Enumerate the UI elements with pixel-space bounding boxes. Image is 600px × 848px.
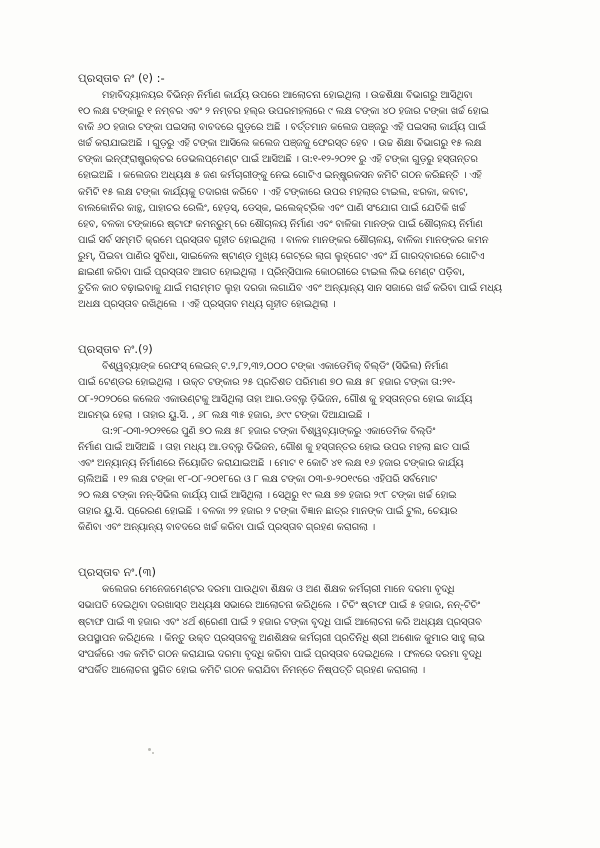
paragraph-line: ୨୦ ଲକ୍ଷ ଟଙ୍କା ନନ୍-ସିଭିଲ କାର୍ଯ୍ୟ ପାଇଁ ଆସିଥିଲା । ସେଥିରୁ ୧୯ ଲକ୍ଷ ୭୭ ହଜାର ୨୯୮ ଟଙ୍କା ଖର୍ଚ୍ଚ ହୋଇ: [78, 490, 457, 502]
paragraph-line: ସଂପର୍କିତ ଆଲୋଚନା ସ୍ଥଗିତ ହୋଇ କମିଟି ଗଠନ କରାଯିବା ନିମନ୍ତେ ନିଷ୍ପତ୍ତି ଗ୍ରହଣ କରାଗଲା ।: [78, 664, 426, 676]
paragraph-line: ହୋଇଅଛି । କଲେଜର ଅଧ୍ୟକ୍ଷ ୫ ଜଣ କର୍ମଚାରୀଙ୍କୁ ନେଇ ଗୋଟିଏ ଇନ୍‌ଷ୍ଟ୍ରକସନ କମିଟି ଗଠନ କରିଛନ୍ତି । ଏହି: [78, 170, 482, 182]
paragraph-line: ସଂପର୍କରେ ଏକ କମିଟି ଗଠନ କରାଯାଇ ଦରମା ବୃଦ୍ଧି କରିବା ପାଇଁ ପ୍ରସ୍ତାବ ଦେଇଥିଲେ । ଫଳରେ ଦରମା ବୃଦ୍ଧି: [78, 648, 482, 660]
scan-speck: [148, 748, 151, 751]
paragraph-line: ଖର୍ଚ୍ଚ କରାଯାଇଅଛି । ଗୁଡ଼ରୁ ଏହି ଟଙ୍କା ଆସିଲେ କଲେଜ ପଞ୍ଜକୁ ଫେରସ୍ତ ହେବ । ଉଚ୍ଚ ଶିକ୍ଷା ବିଭାଗରୁ ୧୫ ଲକ୍ଷ: [78, 138, 482, 150]
paragraph-line: ଛାଇଣୀ କରିବା ପାଇଁ ପ୍ରସ୍ତାବ ଆଗତ ହୋଇଥିଲା । ପ୍ରିନ୍‌ସିପାଲ କୋଠରୀରେ ଟାଇଲ ଲିଭ ମେଣ୍ଟ ପଡ଼ିବା,: [78, 267, 465, 279]
paragraph-line: ୧୦ ଲକ୍ଷ ଟଙ୍କାରୁ ୧ ନମ୍ବର ଏବଂ ୨ ନମ୍ବର ହଲ୍‌ର ଉପରମହଲାରେ ୯ ଲକ୍ଷ ଟଙ୍କା ୪୦ ହଜାର ଟଙ୍କା ଖର୍ଚ୍ଚ ହୋଇ: [78, 106, 489, 118]
paragraph-line: ତାହାର ୟୁ.ସି. ପ୍ରେରଣ ହୋଇଛି । ବଳକା ୨୨ ହଜାର ୨ ଟଙ୍କା ବିଜ୍ଞାନ ଛାତ୍ର ମାନଙ୍କ ପାଇଁ ଟୁଲ, ଚେୟାର: [78, 506, 458, 518]
document-body: [78, 70, 534, 707]
resolution-heading: ପ୍ରସ୍ତାବ ନଂ.(୩): [78, 565, 157, 580]
paragraph-line: ଉପସ୍ଥାପନ କରିଥିଲେ । କିନ୍ତୁ ଉକ୍ତ ପ୍ରସ୍ତାବକୁ ଅଣଶିକ୍ଷକ କର୍ମଚାରୀ ପ୍ରତିନିଧି ଶ୍ରୀ ଅଶୋକ କୁମାର ସାହୁ ଲାଭ: [78, 632, 485, 644]
resolution-section: [78, 70, 534, 313]
paragraph-line: ବାଲକୋନିର କାନ୍ଥ, ପାହାଚର ରେଲିଂ, ହେଡ଼ସ୍, ଡେସ୍କ, ଇଲେକ୍‌ଟ୍ରିକ ଏବଂ ପାଣି ସଂଯୋଗ ପାଇଁ ଯେତିକି ଖର୍ଚ୍ଚ: [78, 202, 466, 214]
resolution-heading: ପ୍ରସ୍ତାବ ନଂ (୧) :-: [78, 71, 165, 85]
resolution-heading: ପ୍ରସ୍ତାବ ନଂ.(୨): [78, 342, 153, 357]
paragraph-line: ଟଙ୍କା ଇନ୍‌ଫ୍ରାଷ୍ଟ୍ରକ୍‌ଚର ଡେଭଲପ୍‌ମେଣ୍ଟ ପାଇଁ ଆସିଅଛି । ତା:୧-୧୨-୨୦୨୧ ରୁ ଏହି ଟଙ୍କା ଗୁଡ଼ରୁ ହସ୍ତାନ୍ତର: [78, 154, 478, 166]
paragraph-line: କମିଟି ୧୫ ଲକ୍ଷ ଟଙ୍କା କାର୍ଯ୍ୟକୁ ତଦାରଖ କରିବେ । ଏହି ଟଙ୍କାରେ ଉପର ମହଲାର ଟାଇଲ, ଝରକା, କବାଟ,: [78, 186, 468, 198]
paragraph-line: ଷ୍ଟାଫ ପାଇଁ ୩ ହଜାର ଏବଂ ୪ର୍ଥ ଶ୍ରେଣୀ ପାଇଁ ୨ ହଜାର ଟଙ୍କା ବୃଦ୍ଧି ପାଇଁ ଆଲୋଚନା କରି ଅଧ୍ୟକ୍ଷ ପ୍ରସ୍ତାବ: [78, 616, 482, 628]
paragraph-line: ତୁତିଳ କାଠ ବଢ଼ାଇବାକୁ ଯାଇଁ ମରାମ୍ମତ ଲୁହା ଦରଜା ଲଗାଯିବ ଏବଂ ଅନ୍ୟାନ୍ୟ ସାନ ସଜାରେ ଖର୍ଚ୍ଚ କରିବା ପାଇଁ ମଧ୍ୟ: [78, 283, 502, 295]
paragraph-line: ପାଇଁ ଟେଣ୍ଡର ହୋଇଥିଲା । ଉକ୍ତ ଟଙ୍କାର ୨୫ ପ୍ରତିଶତ ପରିମାଣ ୭୦ ଲକ୍ଷ ୫୮ ହଜାର ଟଙ୍କା ତା:୨୧-: [78, 377, 456, 389]
paragraph-line: ନିର୍ମାଣ ପାଇଁ ଆସିଅଛି । ତାହା ମଧ୍ୟ ଆ.ଡବ୍ଲୁ ଡିଭିଜନ, ଗୌଶ କୁ ହସ୍ତାନ୍ତର ହୋଇ ଉପର ମହଲା ଛାତ ପାଇଁ: [78, 441, 470, 453]
paragraph-line: ଅଧକ୍ଷ ପ୍ରସ୍ତାବ ରଖିଥିଲେ । ଏହି ପ୍ରସ୍ତାବ ମଧ୍ୟ ଗୃହୀତ ହୋଇଥିଲା ।: [78, 299, 336, 311]
paragraph-line: କିଣିବା ଏବଂ ଅନ୍ୟାନ୍ୟ ବାବଦରେ ଖର୍ଚ୍ଚ କରିବା ପାଇଁ ପ୍ରସ୍ତାବ ଗ୍ରହଣ କରାଗଲା ।: [78, 522, 376, 534]
paragraph-line: ୦୮-୨୦୨୦ରେ କଲେଜ ଏକାଉଣ୍ଟକୁ ଆସିଥିଲା ତାହା ଆର.ଡବ୍ଲୁ ଡ଼ିଭିଜନ, ଗୌଶ କୁ ହସ୍ତାନ୍ତର ହୋଇ କାର୍ଯ୍ୟ: [78, 393, 473, 405]
paragraph-line: ତା:୨୮-୦୩-୨୦୨୧ରେ ପୁଣି ୭୦ ଲକ୍ଷ ୫୮ ହଜାର ଟଙ୍କା ବିଶ୍ୱବ୍ୟାଙ୍କରୁ ଏକାଡେମିକ ବିଲ୍ଡିଂ: [102, 425, 436, 437]
paragraph-line: କଲେଜର ମେନେଜମେଣ୍ଟର ଦରମା ପାଉଥିବା ଶିକ୍ଷକ ଓ ଅଣ ଶିକ୍ଷକ କର୍ମଚାରୀ ମାନେ ଦରମା ବୃଦ୍ଧି: [102, 584, 455, 596]
resolution-section: [78, 564, 534, 679]
paragraph-line: ହେବ, ବଳକା ଟଙ୍କାରେ ଷ୍ଟାଫ କମନ୍‌ରୁମ୍ ରେ ଶୌଚାଳୟ ନିର୍ମାଣ ଏବଂ ବାଳିକା ମାନଙ୍କ ପାଇଁ ଶୌଚାଳୟ ନିର୍ମାଣ: [78, 218, 483, 230]
paragraph-line: ଏବଂ ଅନ୍ୟାନ୍ୟ ନିର୍ମାଣରେ ନିୟୋଜିତ କରାଯାଇଅଛି । ମୋଟ ୧ କୋଟି ୪୧ ଲକ୍ଷ ୧୬ ହଜାର ଟଙ୍କାର କାର୍ଯ୍ୟ: [78, 457, 464, 469]
resolution-section: [78, 341, 534, 536]
paragraph-line: ମହାବିଦ୍ୟାଳୟର ବିଭିନ୍ନ ନିର୍ମାଣ କାର୍ଯ୍ୟ ଉପରେ ଆଲୋଚନା ହୋଇଥିଲା । ଉଚ୍ଚଶିକ୍ଷା ବିଭାଗରୁ ଆସିଥିବା: [102, 90, 473, 101]
paragraph-line: ରୁମ୍, ପିଇବା ପାଣିର ସୁବିଧା, ସାଇକେଲ ଷ୍ଟାଣ୍ଡ ମୁଖ୍ୟ ଗେଟ୍‌ରେ ଲାଗ ଲୁହ୍‌ଗେଟ ଏବଂ ଯିଁ ଗାରଦ୍‌ବାରରେ ଗୋଟିଏ: [78, 250, 485, 262]
paragraph-line: ବାକି ୬୦ ହଜାର ଟଙ୍କା ପଇସଲା ବାବଦରେ ଗୁଡ଼ରେ ଅଛି । ବର୍ତ୍ତମାନ କଲେଜ ପଞ୍ଜରୁ ଏହି ପଇସଲା କାର୍ଯ୍ୟ ପାଇଁ: [78, 122, 486, 134]
paragraph-line: ଆରମ୍ଭ ହେଲା । ତାହାର ୟୁ.ସି. , ୬୮ ଲକ୍ଷ ୩୫ ହଜାର, ୬୯୯ ଟଙ୍କା ଦିଆଯାଇଛି ।: [78, 409, 370, 421]
scan-speck: [152, 752, 154, 754]
paragraph-line: ବିଶ୍ୱବ୍ୟାଙ୍କ ରେଫସ୍ ଲେଇନ୍ ଟ.୨,୮୨,୩୨,୦୦୦ ଟଙ୍କା ଏକାଡେମିକ୍ ବିଲ୍ଡିଂ (ସିଭିଲ) ନିର୍ମାଣ: [102, 361, 449, 373]
paragraph-line: ସଭାପତି ଦେଇଥିବା ଦରଖାସ୍ତ ଅଧ୍ୟକ୍ଷ ସଭାରେ ଆଲୋଚନା କରିଥିଲେ । ଟିଚିଂ ଷ୍ଟାଫ ପାଇଁ ୫ ହଜାର, ନନ୍-ଟିଚିଂ: [78, 600, 480, 612]
paragraph-line: ପାଇଁ ସର୍ବ ସମ୍ମତି କ୍ରମେ ପ୍ରସ୍ତାବ ଗୃହୀତ ହୋଇଥିଲା । ବାଳକ ମାନଙ୍କର ଶୌଚାଳୟ, ବାଳିକା ମାନଙ୍କର କମନ: [78, 234, 489, 246]
paragraph-line: ଚାଲିଅଛି । ୧୨ ଲକ୍ଷ ଟଙ୍କା ୧୮-୦୮-୨୦୧୮ରେ ଓ ୮ ଲକ୍ଷ ଟଙ୍କା ୦୩-୭-୨୦୧୯ରେ ଏହିପରି ସର୍ବମୋଟ: [78, 473, 437, 485]
